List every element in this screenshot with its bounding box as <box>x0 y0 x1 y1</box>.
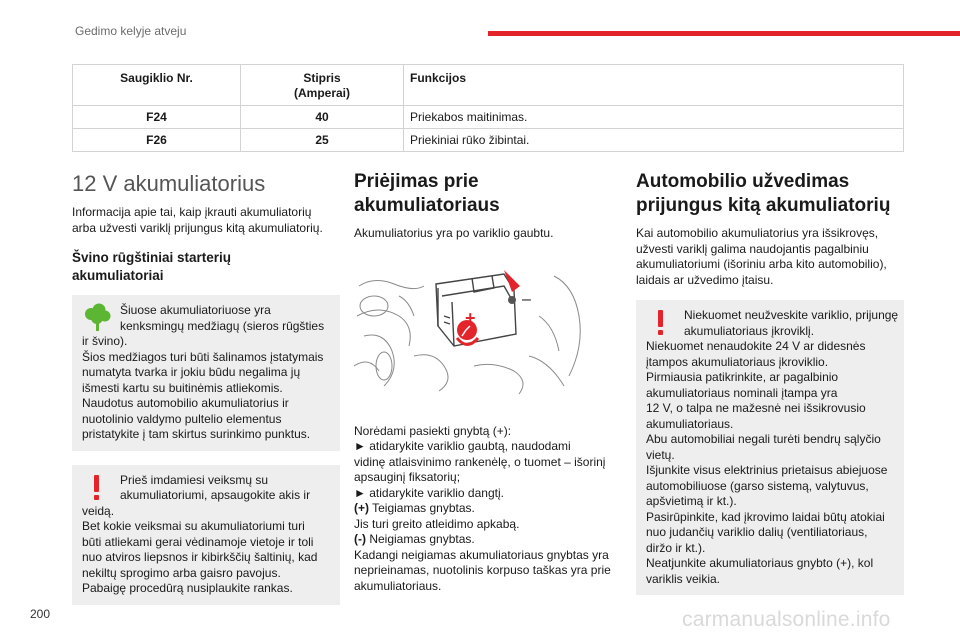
header-amperage-line2: (Amperai) <box>293 86 350 100</box>
text-line <box>354 439 622 455</box>
text-line: užvesti variklį galima naudojantis pagalbiniu <box>636 241 869 256</box>
section-title: Gedimo kelyje atveju <box>75 24 187 38</box>
column-battery <box>72 170 340 605</box>
text-line <box>354 532 622 548</box>
text-line: Pirmiausia patikrinkite, ar pagalbinio <box>646 370 839 384</box>
line-text: Teigiamas gnybtas. <box>369 501 475 515</box>
heading-line: Automobilio užvedimas <box>636 171 850 192</box>
bullet-marker: ► <box>354 485 366 500</box>
text-line: diržo ir kt.). <box>646 540 706 555</box>
fuse-nr: F26 <box>73 129 241 151</box>
line-text: Jis turi greito atleidimo apkabą. <box>354 516 520 531</box>
column-battery-access <box>354 170 622 594</box>
text-line: 12 V, o talpa ne mažesnė nei išsikrovusio <box>646 401 866 415</box>
subheading-lead-acid <box>72 249 340 285</box>
line-text: atidarykite variklio dangtį. <box>365 485 504 500</box>
subheading-line: akumuliatoriai <box>72 268 164 283</box>
table-row <box>73 129 903 151</box>
text-line: automobiliuose (garso sistemą, valytuvus, <box>646 478 869 493</box>
fuse-amperage: 25 <box>241 129 404 151</box>
text-line: vietų. <box>646 447 675 462</box>
section-heading-battery: 12 V akumuliatorius <box>72 171 266 196</box>
header-amperage <box>241 65 404 105</box>
text-line <box>354 470 622 486</box>
text-line: Pasirūpinkite, kad įkrovimo laidai būtų atokiai <box>646 509 885 524</box>
text-line: arba užvesti variklį prijungus kitą akumuliatorių. <box>72 220 323 235</box>
text-line: Šiuose akumuliatoriuose yra <box>120 303 271 317</box>
heading-line: prijungus kitą akumuliatorių <box>636 195 891 216</box>
heading-line: akumuliatoriaus <box>354 195 500 216</box>
text-line: išmesti kartu su buitinėmis atliekomis. <box>82 380 283 395</box>
fuse-function: Priekabos maitinimas. <box>410 110 528 124</box>
text-line: Neatjunkite akumuliatoriaus gnybto (+), kol <box>646 556 874 570</box>
text-line <box>354 486 622 502</box>
header-fuse-nr: Saugiklio Nr. <box>73 65 241 105</box>
text-line: Niekuomet neužveskite variklio, prijungę <box>684 308 899 322</box>
warning-text <box>646 308 899 587</box>
page-number: 200 <box>30 607 51 621</box>
text-line: Abu automobiliai negali turėti bendrų sąlyčio <box>646 432 881 446</box>
text-line: akumuliatoriaus įkroviklį. <box>684 323 815 338</box>
text-line: pristatykite į tam skirtus surinkimo punktus. <box>82 427 311 441</box>
heading-line: Priėjimas prie <box>354 171 479 192</box>
minus-marker: (-) <box>354 532 366 546</box>
text-line: akumuliatoriumi (išoriniu arba kito automobilio), <box>636 257 887 271</box>
text-line: apšvietimą ir kt.). <box>646 494 737 508</box>
text-line <box>354 579 622 595</box>
text-line: Išjunkite visus elektrinius prietaisus abiejuose <box>646 463 888 477</box>
text-line: nekiltų sprogimo arba gaisro pavojus. <box>82 565 281 580</box>
header-amperage-line1: Stipris <box>303 71 341 85</box>
header-accent-bar <box>488 31 960 36</box>
subheading-line: Švino rūgštiniai starterių <box>72 250 232 265</box>
text-line <box>354 424 622 440</box>
watermark: carmanualsonline.info <box>682 608 891 631</box>
header-functions: Funkcijos <box>410 71 467 85</box>
text-line: kenksmingų medžiagų (sieros rūgšties <box>120 318 325 333</box>
warning-box <box>72 465 340 605</box>
line-text: Norėdami pasiekti gnybtą (+): <box>354 423 512 438</box>
plus-terminal-label: + <box>465 307 476 328</box>
text-line: numatyta tvarka ir jokiu būdu negalima jų <box>82 365 301 379</box>
warning-exclamation-icon <box>82 473 118 503</box>
fuse-function: Priekiniai rūko žibintai. <box>410 133 530 147</box>
warning-exclamation-icon <box>646 308 682 338</box>
text-line: Šios medžiagos turi būti šalinamos įstatymais <box>82 349 324 364</box>
text-line: nuo judančių variklio dalių (ventiliatoriaus, <box>646 525 868 539</box>
section-heading-jump-start <box>636 170 904 218</box>
text-line: nuo atviros liepsnos ir kibirkščių šaltinių, kad <box>82 550 318 564</box>
jump-start-intro <box>636 226 904 288</box>
fuse-amperage: 40 <box>241 106 404 128</box>
text-line <box>354 455 622 471</box>
text-line: ir švino). <box>82 334 128 348</box>
line-text: akumuliatoriaus. <box>354 578 442 593</box>
line-text: atidarykite variklio gaubtą, naudodami <box>365 439 571 453</box>
column-jump-start <box>636 170 904 595</box>
eco-text <box>82 303 330 443</box>
fuse-table-header <box>73 65 903 106</box>
text-line: veidą. <box>82 503 115 518</box>
line-text: Neigiamas gnybtas. <box>366 532 475 546</box>
bullet-marker: ► <box>354 439 366 453</box>
line-text: vidinę atlaisvinimo rankenėlę, o tuomet – išorinį <box>354 454 606 469</box>
text-line: Prieš imdamiesi veiksmų su <box>120 472 269 487</box>
text-line: Bet kokie veiksmai su akumuliatoriumi turi <box>82 519 305 533</box>
text-line <box>354 548 622 564</box>
text-line: akumuliatoriumi, apsaugokite akis ir <box>120 488 311 502</box>
recycling-tree-icon <box>82 303 118 333</box>
battery-under-hood-illustration <box>354 256 598 396</box>
text-line: nuotolinio valdymo pultelio elementus <box>82 411 282 426</box>
fuse-nr: F24 <box>73 106 241 128</box>
line-text: Kadangi neigiamas akumuliatoriaus gnybtas yra <box>354 547 609 562</box>
text-line: Naudotus automobilio akumuliatorius ir <box>82 396 289 410</box>
section-heading-access <box>354 170 622 218</box>
minus-terminal-label: – <box>522 290 531 308</box>
text-line: Kai automobilio akumuliatorius yra išsikrovęs, <box>636 226 879 240</box>
warning-box <box>636 300 904 595</box>
text-line: akumuliatoriaus. <box>646 416 734 431</box>
text-line: Informacija apie tai, kaip įkrauti akumuliatorių <box>72 205 312 219</box>
battery-intro <box>72 205 340 236</box>
text-line: būti atliekami gerai vėdinamoje vietoje ir toli <box>82 534 314 549</box>
text-line: laidais ar užvedimo įtaisu. <box>636 272 774 287</box>
text-line <box>354 501 622 517</box>
table-row <box>73 106 903 129</box>
eco-info-box <box>72 295 340 451</box>
plus-marker: (+) <box>354 501 369 515</box>
text-line: Pabaigę procedūrą nusiplaukite rankas. <box>82 581 293 595</box>
text-line: variklis veikia. <box>646 571 721 586</box>
warning-text <box>82 473 330 597</box>
access-steps <box>354 424 622 595</box>
line-text: apsauginį fiksatorių; <box>354 470 461 484</box>
access-intro: Akumuliatorius yra po variklio gaubtu. <box>354 226 554 240</box>
text-line: įtampos akumuliatoriaus įkroviklio. <box>646 354 829 369</box>
text-line: Niekuomet nenaudokite 24 V ar didesnės <box>646 339 866 353</box>
text-line <box>354 563 622 579</box>
fuse-table <box>72 64 904 152</box>
text-line <box>354 517 622 533</box>
line-text: neprieinamas, nuotolinis korpuso taškas yra prie <box>354 563 611 577</box>
text-line: akumuliatoriaus nominali įtampa yra <box>646 385 838 400</box>
